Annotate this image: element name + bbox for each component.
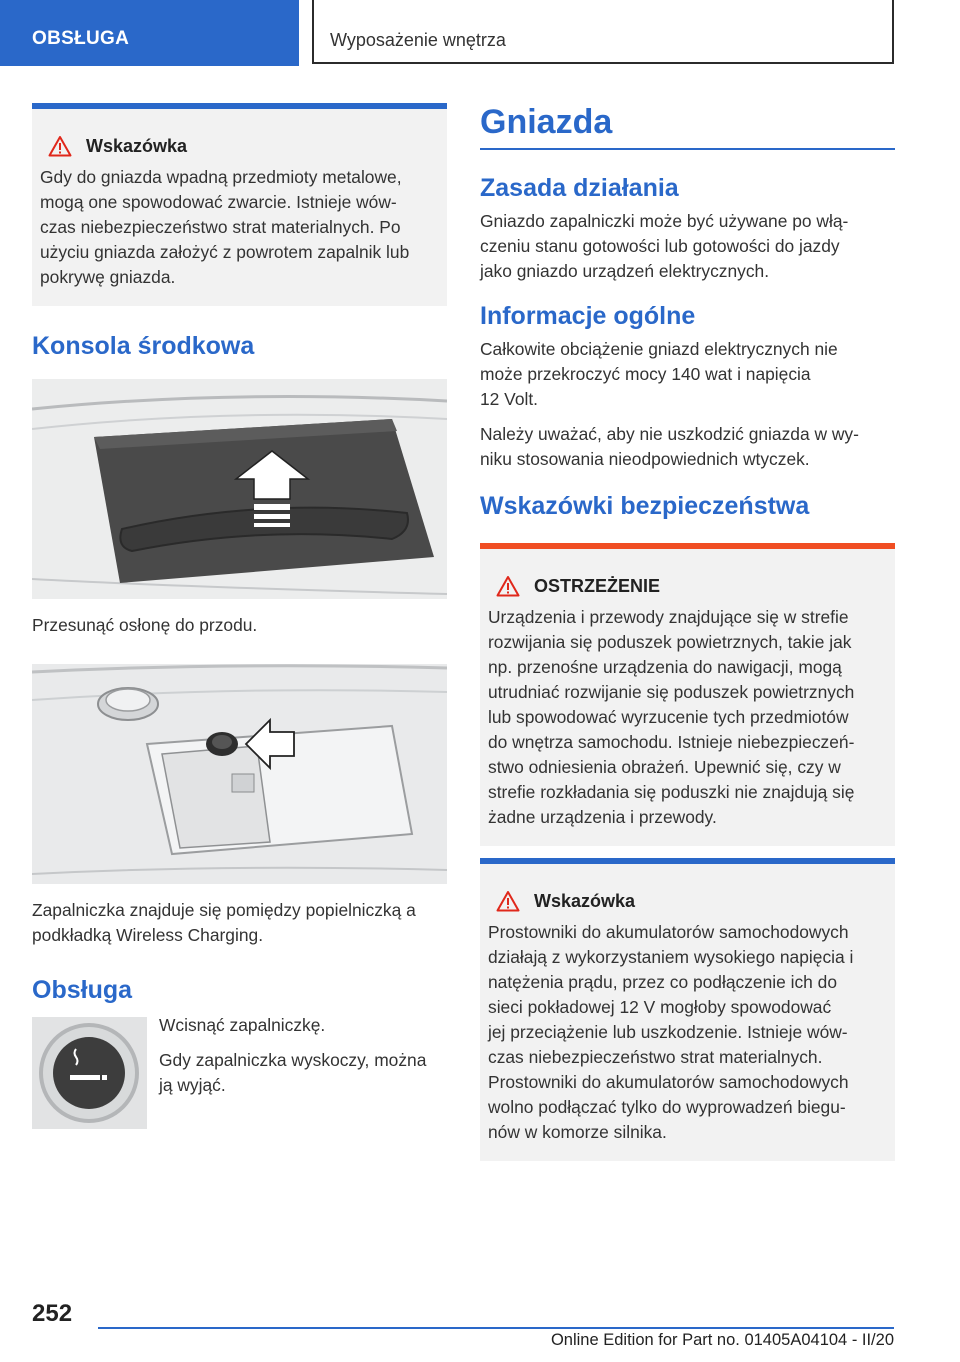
safety-heading: Wskazówki bezpieczeństwa bbox=[480, 492, 810, 520]
warning-line: żadne urządzenia i przewody. bbox=[488, 807, 717, 827]
general-line: Całkowite obciążenie gniazd elektrycznych nie bbox=[480, 339, 838, 359]
operation-heading: Obsługa bbox=[32, 976, 133, 1004]
notice-line: działają z wykorzystaniem wysokiego napięcia i bbox=[488, 947, 854, 967]
warning-line: utrudniać rozwijanie się poduszek powietrznych bbox=[488, 682, 855, 702]
general-line: Należy uważać, aby nie uszkodzić gniazda w wy- bbox=[480, 424, 859, 444]
right-column bbox=[480, 103, 895, 1161]
operation-block bbox=[32, 1013, 447, 1133]
notice-line: natężenia prądu, przez co podłączenie ich do bbox=[488, 972, 838, 992]
left-column bbox=[32, 103, 447, 1133]
principle-heading: Zasada działania bbox=[480, 174, 679, 202]
notice-line: wolno podłączać tylko do wyprowadzeń biegu- bbox=[488, 1097, 846, 1117]
section-tab bbox=[0, 0, 299, 66]
lighter-location-illustration bbox=[32, 664, 447, 884]
operation-text bbox=[159, 1013, 449, 1098]
general-line: 12 Volt. bbox=[480, 389, 539, 409]
warning-line: strefie rozkładania się poduszki nie znajdują się bbox=[488, 782, 855, 802]
lighter-location-photo bbox=[32, 664, 447, 884]
warning-line: np. przenośne urządzenia do nawigacji, mogą bbox=[488, 657, 842, 677]
caption-lighter-line: podkładką Wireless Charging. bbox=[32, 925, 264, 945]
principle-line: jako gniazdo urządzeń elektrycznych. bbox=[480, 261, 770, 281]
lighter-button-illustration bbox=[32, 1017, 147, 1129]
operation-step: ją wyjąć. bbox=[159, 1075, 226, 1095]
console-cover-illustration bbox=[32, 379, 447, 599]
operation-step: Wcisnąć zapalniczkę. bbox=[159, 1015, 326, 1035]
lighter-button-photo bbox=[32, 1017, 147, 1129]
warning-line: rozwijania się poduszek powietrznych, takie jak bbox=[488, 632, 852, 652]
notice-line: mogą one spowodować zwarcie. Istnieje wów- bbox=[40, 192, 397, 212]
notice-box-chargers bbox=[480, 858, 895, 1161]
operation-step: Gdy zapalniczka wyskoczy, można bbox=[159, 1050, 427, 1070]
warning-triangle-icon bbox=[48, 135, 72, 157]
notice-line: sieci pokładowej 12 V mogłoby spowodować bbox=[488, 997, 832, 1017]
principle-line: czeniu stanu gotowości lub gotowości do jazdy bbox=[480, 236, 840, 256]
principle-line: Gniazdo zapalniczki może być używane po włą- bbox=[480, 211, 849, 231]
notice-line: Gdy do gniazda wpadną przedmioty metalowe, bbox=[40, 167, 402, 187]
notice-title: Wskazówka bbox=[48, 135, 439, 157]
notice-title: Wskazówka bbox=[496, 890, 887, 912]
chapter-title: Wyposażenie wnętrza bbox=[330, 30, 506, 50]
warning-box bbox=[480, 543, 895, 846]
notice-line: jej przeciążenie lub uszkodzenie. Istnieje wów- bbox=[488, 1022, 848, 1042]
edition-text: Online Edition for Part no. 01405A04104 - II/20 bbox=[550, 1331, 894, 1349]
footer-divider bbox=[98, 1327, 894, 1329]
notice-box bbox=[32, 103, 447, 306]
notice-line: Prostowniki do akumulatorów samochodowych bbox=[488, 1072, 849, 1092]
caption-cover: Przesunąć osłonę do przodu. bbox=[32, 615, 258, 635]
warning-title: OSTRZEŻENIE bbox=[496, 575, 887, 597]
warning-line: do wnętrza samochodu. Istnieje niebezpieczeń- bbox=[488, 732, 855, 752]
page-number: 252 bbox=[32, 1300, 73, 1327]
notice-line: nów w komorze silnika. bbox=[488, 1122, 667, 1142]
notice-line: użyciu gniazda założyć z powrotem zapalnik lub bbox=[40, 242, 410, 262]
general-heading: Informacje ogólne bbox=[480, 302, 696, 330]
general-line: niku stosowania nieodpowiednich wtyczek. bbox=[480, 449, 810, 469]
warning-line: lub spowodować wyrzucenie tych przedmiotów bbox=[488, 707, 849, 727]
warning-line: Urządzenia i przewody znajdujące się w strefie bbox=[488, 607, 849, 627]
caption-lighter-line: Zapalniczka znajduje się pomiędzy popielniczką a bbox=[32, 900, 416, 920]
warning-triangle-icon bbox=[496, 890, 520, 912]
notice-line: pokrywę gniazda. bbox=[40, 267, 176, 287]
page-title: Gniazda bbox=[480, 103, 895, 150]
warning-triangle-icon bbox=[496, 575, 520, 597]
notice-line: Prostowniki do akumulatorów samochodowych bbox=[488, 922, 849, 942]
notice-line: czas niebezpieczeństwo strat materialnych. Po bbox=[40, 217, 401, 237]
console-cover-photo bbox=[32, 379, 447, 599]
notice-line: czas niebezpieczeństwo strat materialnych. bbox=[488, 1047, 823, 1067]
console-heading: Konsola środkowa bbox=[32, 332, 255, 360]
section-title: OBSŁUGA bbox=[32, 28, 130, 49]
chapter-header bbox=[312, 0, 894, 64]
warning-line: stwo odniesienia obrażeń. Upewnić się, czy w bbox=[488, 757, 841, 777]
general-line: może przekroczyć mocy 140 wat i napięcia bbox=[480, 364, 811, 384]
